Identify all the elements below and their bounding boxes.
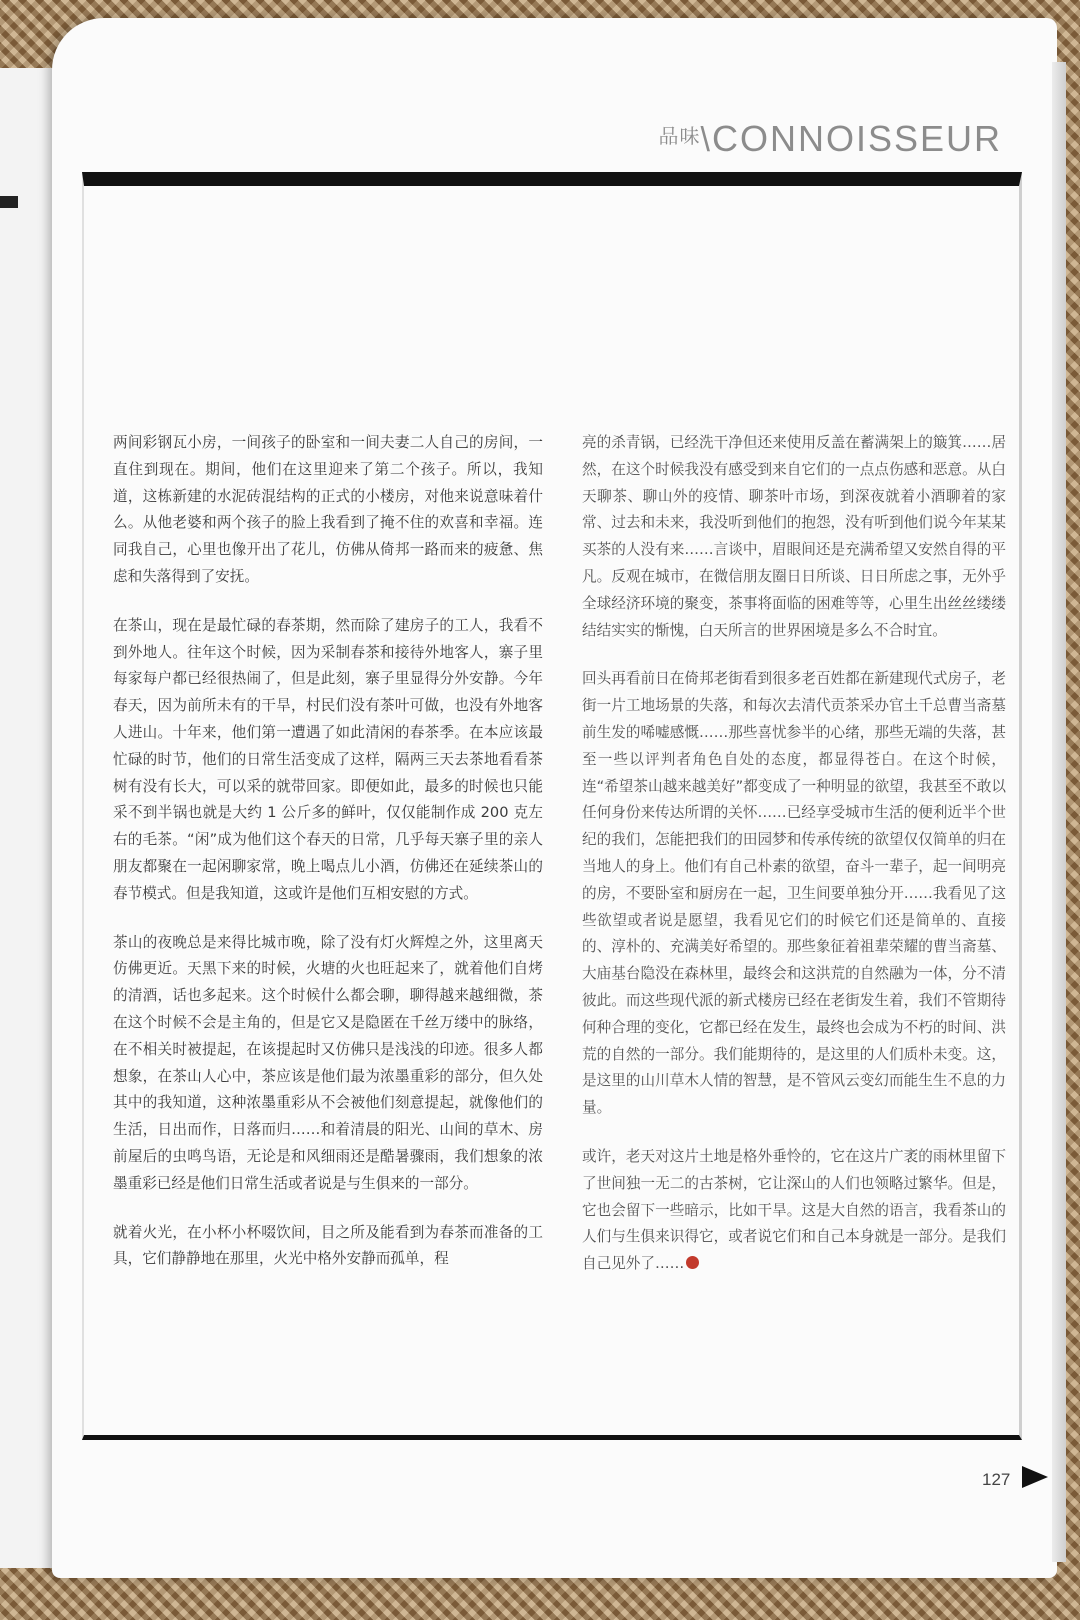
paragraph: 回头再看前日在倚邦老街看到很多老百姓都在新建现代式房子，老街一片工地场景的失落，和每次去清代贡茶采办官土千总曹当斋墓前生发的唏嘘感慨……那些喜忧参半的心绪，那些无端的失落，甚至一些以评判者角色自处的态度，都显得苍白。在这个时候，连“希望茶山越来越美好”都变成了一种明显的欲望，我甚至不敢以任何身份来传达所谓的关怀……已经享受城市生活的便利近半个世纪的我们，怎能把我们的田园梦和传承传统的欲望仅仅简单的归在当地人的身上。他们有自己朴素的欲望，奋斗一辈子，起一间明亮的房，不要卧室和厨房在一起，卫生间要单独分开……我看见了这些欲望或者说是愿望，我看见它们的时候它们还是简单的、直接的、淳朴的、充满美好希望的。那些象征着祖辈荣耀的曹当斋墓、大庙基台隐没在森林里，最终会和这洪荒的自然融为一体，分不清彼此。而这些现代派的新式楼房已经在老街发生着，我们不管期待何种合理的变化，它都已经在发生，最终也会成为不朽的时间、洪荒的自然的一部分。我们能期待的，是这里的人们质朴未变。这，是这里的山川草木人情的智慧，是不管风云变幻而能生生不息的力量。 <box>582 670 1006 1117</box>
paragraph-text: 或许，老天对这片土地是格外垂怜的，它在这片广袤的雨林里留下了世间独一无二的古茶树，它让深山的人们也领略过繁华。但是，它也会留下一些暗示，比如干旱。这是大自然的语言，我看茶山的人们与生俱来识得它，或者说它们和自己本身就是一部分。是我们自己见外了…… <box>582 1147 1006 1273</box>
section-title-cn: 品味 <box>658 126 701 148</box>
paragraph: 在茶山，现在是最忙碌的春茶期，然而除了建房子的工人，我看不到外地人。往年这个时候，因为采制春茶和接待外地客人，寨子里每家每户都已经很热闹了，但是此刻，寨子里显得分外安静。今年春天，因为前所未有的干旱，村民们没有茶叶可做，也没有外地客人进山。十年来，他们第一遭遇了如此清闲的春茶季。在本应该最忙碌的时节，他们的日常生活变成了这样，隔两三天去茶地看看茶树有没有长大，可以采的就带回家。即便如此，最多的时候也只能采不到半锅也就是大约 1 公斤多的鲜叶，仅仅能制作成 200 克左右的毛茶。“闲”成为他们这个春天的日常，几乎每天寨子里的亲人朋友都聚在一起闲聊家常，晚上喝点儿小酒，仿佛还在延续茶山的春节模式。但是我知道，这或许是他们互相安慰的方式。 <box>113 616 543 902</box>
next-arrow-icon <box>1022 1466 1048 1488</box>
article-column-right <box>582 430 1006 1300</box>
page-number: 127 <box>982 1470 1011 1489</box>
paragraph: 就着火光，在小杯小杯啜饮间，目之所及能看到为春茶而准备的工具，它们静静地在那里，火光中格外安静而孤单，程 <box>113 1223 543 1268</box>
end-mark-icon <box>686 1256 699 1269</box>
paragraph: 茶山的夜晚总是来得比城市晚，除了没有灯火辉煌之外，这里离天仿佛更近。天黑下来的时候，火塘的火也旺起来了，就着他们自烤的清酒，话也多起来。这个时候什么都会聊，聊得越来越细微，茶在这个时候不会是主角的，但是它又是隐匿在千丝万缕中的脉络，在不相关时被提起，在该提起时又仿佛只是浅浅的印迹。很多人都想象，在茶山人心中，茶应该是他们最为浓墨重彩的部分，但久处其中的我知道，这种浓墨重彩从不会被他们刻意提起，就像他们的生活，日出而作，日落而归……和着清晨的阳光、山间的草木、房前屋后的虫鸣鸟语，无论是和风细雨还是酷暑骤雨，我们想象的浓墨重彩已经是他们日常生活或者说是与生俱来的一部分。 <box>113 933 543 1192</box>
section-separator: \ <box>700 121 712 159</box>
paragraph-last <box>582 1144 1006 1278</box>
paragraph: 两间彩钢瓦小房，一间孩子的卧室和一间夫妻二人自己的房间，一直住到现在。期间，他们在这里迎来了第二个孩子。所以，我知道，这栋新建的水泥砖混结构的正式的小楼房，对他来说意味着什么。从他老婆和两个孩子的脸上我看到了掩不住的欢喜和幸福。连同我自己，心里也像开出了花儿，仿佛从倚邦一路而来的疲惫、焦虑和失落得到了安抚。 <box>113 434 543 585</box>
section-header <box>659 118 1002 160</box>
facing-page-frame-bar <box>0 196 18 208</box>
page-stack-edge <box>1052 62 1066 1562</box>
section-title-en: CONNOISSEUR <box>711 118 1002 159</box>
paragraph: 亮的杀青锅，已经洗干净但还来使用反盖在蓄满架上的簸箕……居然，在这个时候我没有感受到来自它们的一点点伤感和恶意。从白天聊茶、聊山外的疫情、聊茶叶市场，到深夜就着小酒聊着的家常、过去和未来，我没听到他们的抱怨，没有听到他们说今年某某买茶的人没有来……言谈中，眉眼间还是充满希望又安然自得的平凡。反观在城市，在微信朋友圈日日所谈、日日所虑之事，无外乎全球经济环境的聚变，茶事将面临的困难等等，心里生出丝丝缕缕结结实实的惭愧，白天所言的世界困境是多么不合时宜。 <box>582 434 1006 639</box>
article-column-left <box>113 430 543 1295</box>
